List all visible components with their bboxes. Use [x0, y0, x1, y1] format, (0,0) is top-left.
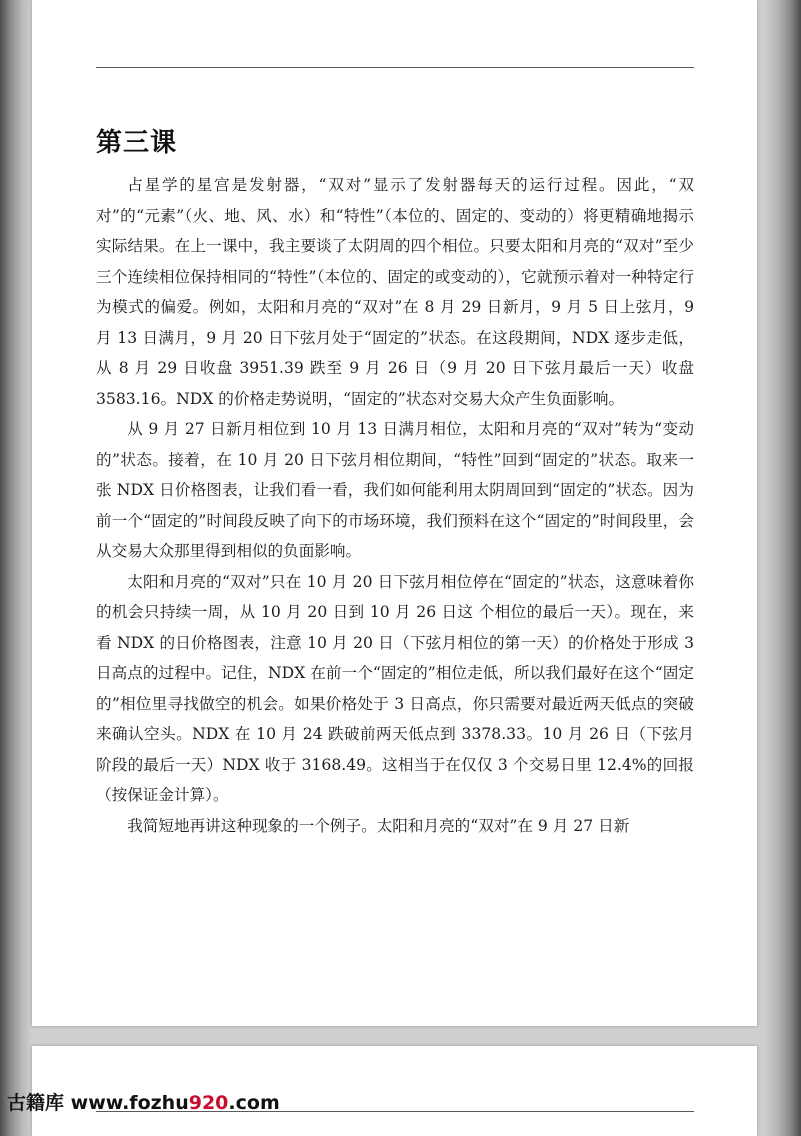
watermark-domain-part-b: 920 — [188, 1092, 229, 1114]
lesson-title: 第三课 — [96, 128, 178, 158]
watermark-domain-part-a: www.fozhu — [70, 1092, 189, 1114]
watermark-domain-part-c: .com — [228, 1092, 280, 1114]
header-rule — [96, 67, 694, 68]
site-watermark — [7, 1088, 280, 1115]
paragraph-4: 我简短地再讲这种现象的一个例子。太阳和月亮的“双对”在 9 月 27 日新 — [127, 816, 630, 835]
body-text — [96, 170, 694, 841]
document-page-1 — [32, 0, 757, 1026]
paragraph-3: 太阳和月亮的“双对”只在 10 月 20 日下弦月相位停在“固定的”状态，这意味着你的机会只持续一周，从 10 月 20 日到 10 月 26 日这 个相位的最后一天）。现在，来看 NDX 的日价格图表，注意 10 月 20 日（下弦月相位的第一天）的价格处于形成 3 日高点的过程中。记住，NDX 在前一个“固定的”相位走低，所以我们最好在这个“固定的”相位里寻找做空的机会。如果价格处于 3 日高点，你只需要对最近两天低点的突破来确认空头。NDX 在 10 月 24 跌破前两天低点到 3378.33。10 月 26 日（下弦月阶段的最后一天）NDX 收于 3168.49。这相当于在仅仅 3 个交易日里 12.4%的回报（按保证金计算）。 — [96, 572, 694, 804]
paragraph-2: 从 9 月 27 日新月相位到 10 月 13 日满月相位，太阳和月亮的“双对”转为“变动的”状态。接着，在 10 月 20 日下弦月相位期间，“特性”回到“固定的”状态。取来一张 NDX 日价格图表，让我们看一看，我们如何能利用太阴周回到“固定的”状态。因为前一个“固定的”时间段反映了向下的市场环境，我们预料在这个“固定的”时间段里，会从交易大众那里得到相似的负面影响。 — [96, 420, 694, 560]
watermark-chinese: 古籍库 — [7, 1092, 65, 1114]
paragraph-1: 占星学的星宫是发射器，“双对”显示了发射器每天的运行过程。因此，“双对”的“元素”（火、地、风、水）和“特性”（本位的、固定的、变动的）将更精确地揭示实际结果。在上一课中，我主要谈了太阴周的四个相位。只要太阳和月亮的“双对”至少三个连续相位保持相同的“特性”（本位的、固定的或变动的），它就预示着对一种特定行为模式的偏爱。例如，太阳和月亮的“双对”在 8 月 29 日新月，9 月 5 日上弦月，9 月 13 日满月，9 月 20 日下弦月处于“固定的”状态。在这段期间，NDX 逐步走低，从 8 月 29 日收盘 3951.39 跌至 9 月 26 日（9 月 20 日下弦月最后一天）收盘 3583.16。NDX 的价格走势说明，“固定的”状态对交易大众产生负面影响。 — [96, 176, 694, 408]
